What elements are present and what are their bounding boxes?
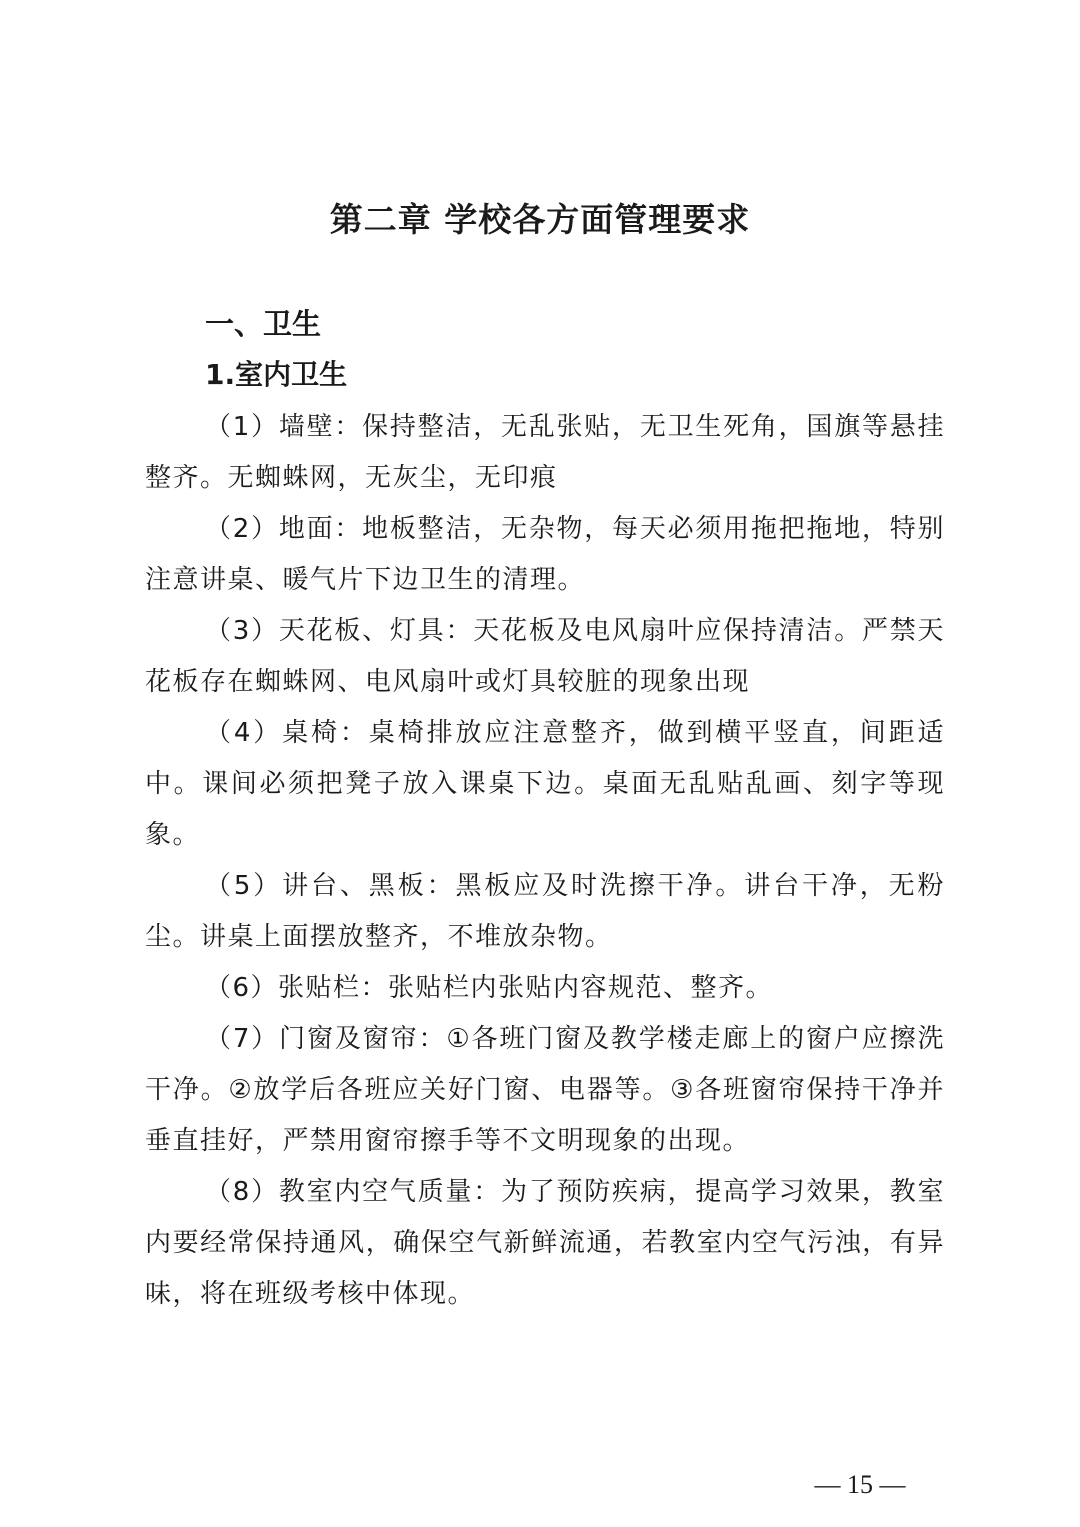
subsection-heading-indoor-hygiene: 1.室内卫生 [205, 358, 348, 391]
paragraph-bulletin-board: （6）张贴栏：张贴栏内张贴内容规范、整齐。 [205, 973, 774, 1003]
paragraph-ceiling-lights: （3）天花板、灯具：天花板及电风扇叶应保持清洁。严禁天花板存在蜘蛛网、电风扇叶或灯具较脏的现象出现 [145, 616, 945, 697]
paragraph-podium-blackboard: （5）讲台、黑板：黑板应及时洗擦干净。讲台干净，无粉尘。讲桌上面摆放整齐，不堆放杂物。 [145, 871, 945, 952]
paragraph-walls: （1）墙壁：保持整洁，无乱张贴，无卫生死角，国旗等悬挂整齐。无蜘蛛网，无灰尘，无印痕 [145, 412, 945, 493]
page-number: — 15 — [814, 1470, 906, 1499]
paragraph-desks-chairs: （4）桌椅：桌椅排放应注意整齐，做到横平竖直，间距适中。课间必须把凳子放入课桌下边。桌面无乱贴乱画、刻字等现象。 [145, 718, 945, 850]
paragraph-air-quality: （8）教室内空气质量：为了预防疾病，提高学习效果，教室内要经常保持通风，确保空气新鲜流通，若教室内空气污浊，有异味，将在班级考核中体现。 [145, 1177, 945, 1309]
body-text [145, 402, 945, 1320]
paragraph-floor: （2）地面：地板整洁，无杂物，每天必须用拖把拖地，特别注意讲桌、暖气片下边卫生的清理。 [145, 514, 945, 595]
chapter-title: 第二章 学校各方面管理要求 [329, 200, 751, 239]
section-heading-hygiene: 一、卫生 [205, 307, 322, 341]
paragraph-doors-windows: （7）门窗及窗帘：①各班门窗及教学楼走廊上的窗户应擦洗干净。②放学后各班应关好门窗、电器等。③各班窗帘保持干净并垂直挂好，严禁用窗帘擦手等不文明现象的出现。 [145, 1024, 945, 1156]
